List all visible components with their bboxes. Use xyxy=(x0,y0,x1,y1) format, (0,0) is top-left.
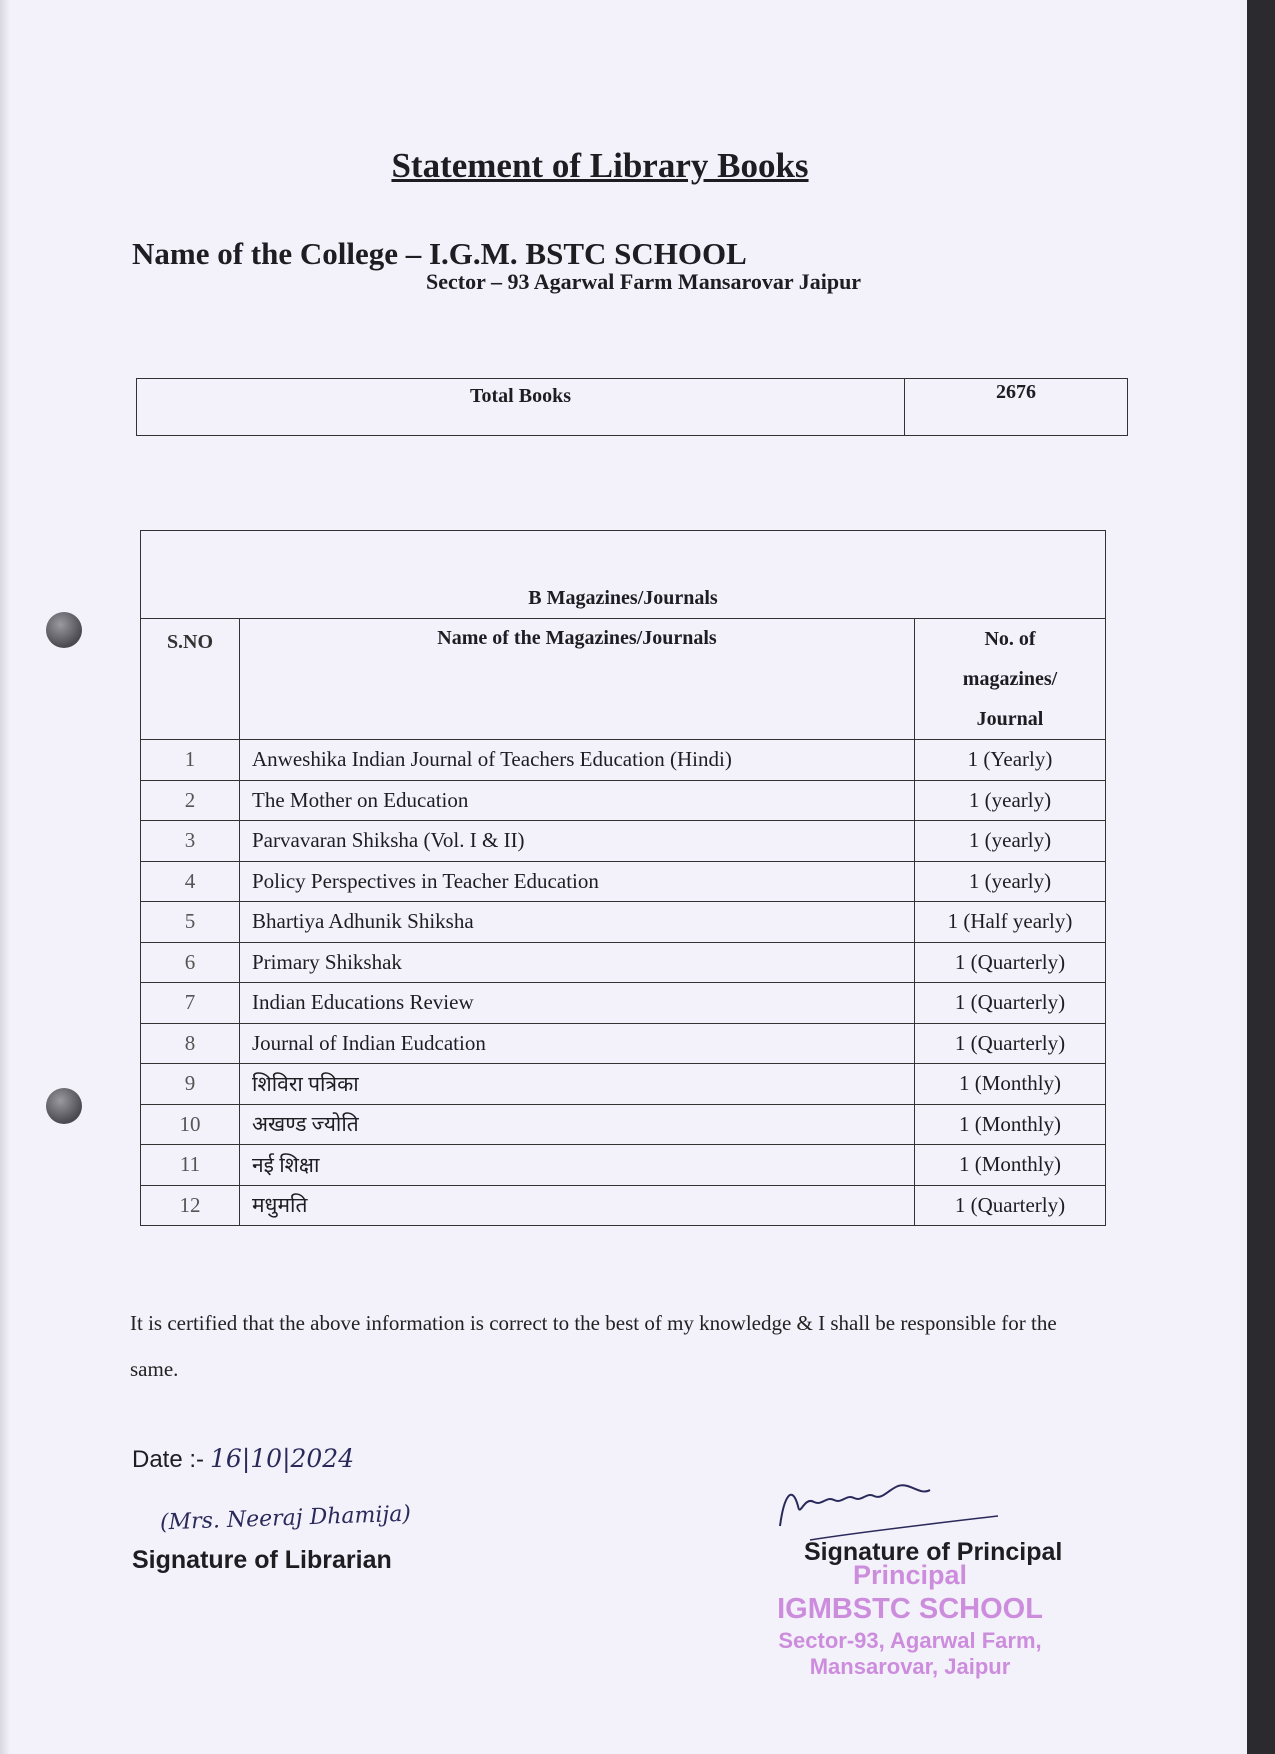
row-name: Parvavaran Shiksha (Vol. I & II) xyxy=(240,821,915,862)
header-count-line3: Journal xyxy=(976,708,1044,730)
row-count: 1 (Quarterly) xyxy=(915,942,1106,983)
table-row xyxy=(141,942,1106,983)
row-count: 1 (Monthly) xyxy=(915,1145,1106,1186)
row-count: 1 (Quarterly) xyxy=(915,983,1106,1024)
header-count xyxy=(915,619,1106,740)
row-name: Policy Perspectives in Teacher Education xyxy=(240,861,915,902)
principal-signature-scribble xyxy=(770,1466,1010,1546)
librarian-handwritten-name: (Mrs. Neeraj Dhamija) xyxy=(159,1501,412,1536)
punch-hole-top xyxy=(46,612,82,648)
magazines-table xyxy=(140,530,1106,1226)
table-row xyxy=(141,1104,1106,1145)
row-sno: 4 xyxy=(141,861,240,902)
document-title: Statement of Library Books xyxy=(391,146,809,185)
row-sno: 3 xyxy=(141,821,240,862)
table-row xyxy=(141,1023,1106,1064)
table-row xyxy=(141,780,1106,821)
header-name: Name of the Magazines/Journals xyxy=(240,619,915,740)
scan-left-edge xyxy=(0,0,10,1754)
magazines-caption: B Magazines/Journals xyxy=(141,531,1106,619)
row-name: मधुमति xyxy=(240,1185,915,1226)
row-sno: 7 xyxy=(141,983,240,1024)
row-name: The Mother on Education xyxy=(240,780,915,821)
row-name: Bhartiya Adhunik Shiksha xyxy=(240,902,915,943)
row-name: Primary Shikshak xyxy=(240,942,915,983)
scan-right-edge xyxy=(1247,0,1275,1754)
principal-stamp xyxy=(760,1560,1060,1680)
row-sno: 8 xyxy=(141,1023,240,1064)
table-row xyxy=(141,1145,1106,1186)
date-label: Date :- xyxy=(132,1446,205,1473)
row-sno: 6 xyxy=(141,942,240,983)
row-count: 1 (Monthly) xyxy=(915,1064,1106,1105)
total-books-box xyxy=(136,378,1128,436)
row-sno: 9 xyxy=(141,1064,240,1105)
row-sno: 12 xyxy=(141,1185,240,1226)
row-sno: 10 xyxy=(141,1104,240,1145)
row-name: Journal of Indian Eudcation xyxy=(240,1023,915,1064)
row-name: Anweshika Indian Journal of Teachers Education (Hindi) xyxy=(240,740,915,781)
stamp-line-3: Sector-93, Agarwal Farm, xyxy=(778,1628,1042,1653)
stamp-line-2: IGMBSTC SCHOOL xyxy=(777,1593,1043,1625)
table-row xyxy=(141,740,1106,781)
row-count: 1 (yearly) xyxy=(915,780,1106,821)
date-value: 16|10|2024 xyxy=(210,1444,355,1473)
total-books-label: Total Books xyxy=(137,379,905,435)
row-name: अखण्ड ज्योति xyxy=(240,1104,915,1145)
stamp-line-4: Mansarovar, Jaipur xyxy=(809,1654,1011,1679)
row-count: 1 (Quarterly) xyxy=(915,1023,1106,1064)
date-line xyxy=(132,1444,354,1474)
total-books-value: 2676 xyxy=(996,381,1036,403)
row-sno: 5 xyxy=(141,902,240,943)
row-count: 1 (yearly) xyxy=(915,821,1106,862)
header-count-line2: magazines/ xyxy=(962,668,1058,690)
row-count: 1 (Quarterly) xyxy=(915,1185,1106,1226)
header-sno: S.NO xyxy=(141,619,240,740)
college-address: Sector – 93 Agarwal Farm Mansarovar Jaipur xyxy=(426,269,862,294)
table-row xyxy=(141,1064,1106,1105)
row-count: 1 (Monthly) xyxy=(915,1104,1106,1145)
table-row xyxy=(141,1185,1106,1226)
table-row xyxy=(141,902,1106,943)
college-name: Name of the College – I.G.M. BSTC SCHOOL xyxy=(132,236,747,271)
table-row xyxy=(141,983,1106,1024)
stamp-line-1: Principal xyxy=(852,1560,968,1590)
row-name: Indian Educations Review xyxy=(240,983,915,1024)
row-name: शिविरा पत्रिका xyxy=(240,1064,915,1105)
row-count: 1 (yearly) xyxy=(915,861,1106,902)
punch-hole-bottom xyxy=(46,1088,82,1124)
certification-text: It is certified that the above information is correct to the best of my knowledge & I shall be responsible for the same. xyxy=(130,1311,1057,1381)
row-sno: 11 xyxy=(141,1145,240,1186)
row-count: 1 (Half yearly) xyxy=(915,902,1106,943)
row-sno: 1 xyxy=(141,740,240,781)
row-count: 1 (Yearly) xyxy=(915,740,1106,781)
row-sno: 2 xyxy=(141,780,240,821)
row-name: नई शिक्षा xyxy=(240,1145,915,1186)
librarian-signature-label: Signature of Librarian xyxy=(132,1546,392,1574)
header-count-line1: No. of xyxy=(984,628,1036,650)
table-row xyxy=(141,861,1106,902)
table-row xyxy=(141,821,1106,862)
principal-signature-label: Signature of Principal xyxy=(804,1538,1063,1566)
